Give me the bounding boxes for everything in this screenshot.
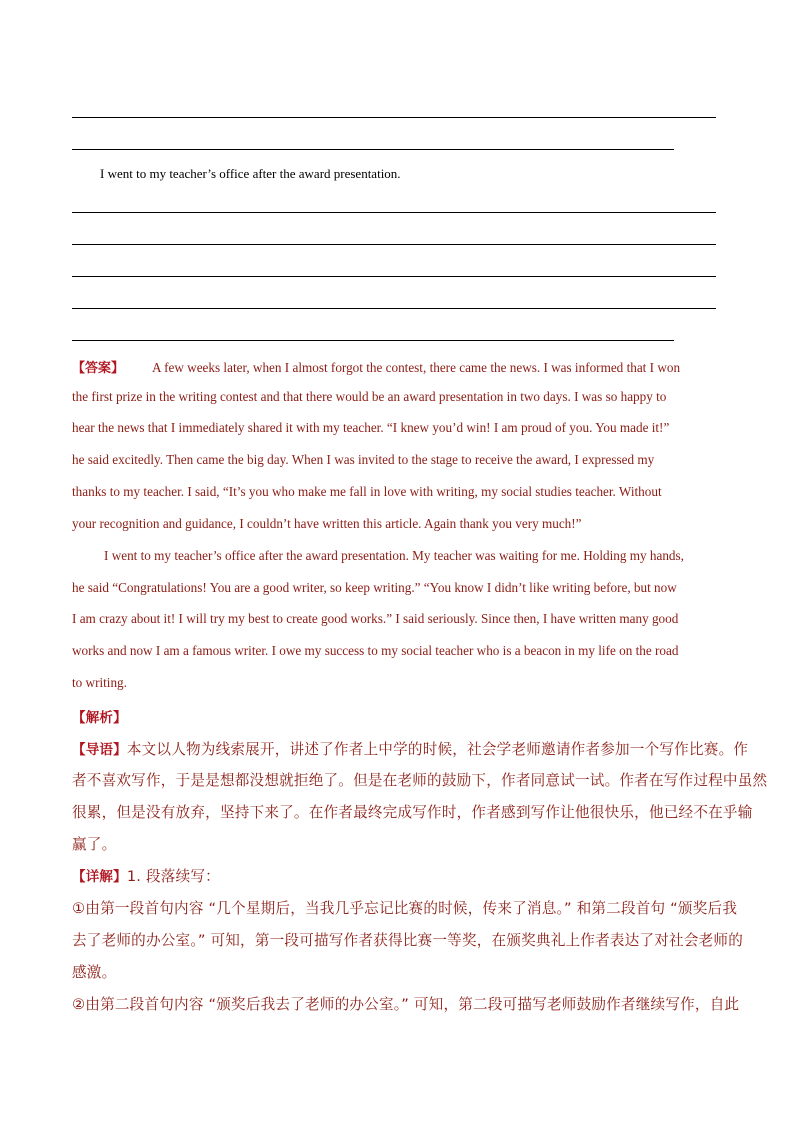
- detail-line: ②由第二段首句内容 “颁奖后我去了老师的办公室。” 可知，第二段可描写老师鼓励作者继续写作，自此: [72, 996, 740, 1013]
- detail-line: 感激。: [72, 964, 117, 981]
- answer-line: hear the news that I immediately shared it with my teacher. “I knew you’d win! I am proud of you. You made it!”: [72, 420, 670, 435]
- answer-line: [72, 357, 722, 376]
- guide-label: 【导语】: [72, 742, 127, 758]
- answer-line: thanks to my teacher. I said, “It’s you who make me fall in love with writing, my social studies teacher. Without: [72, 484, 662, 499]
- blank-writing-line: [72, 149, 674, 150]
- detail-line: ①由第一段首句内容 “几个星期后，当我几乎忘记比赛的时候，传来了消息。” 和第二段首句 “颁奖后我: [72, 900, 738, 917]
- detail-heading-text: 1. 段落续写：: [126, 868, 220, 885]
- detail-line: 去了老师的办公室。” 可知，第一段可描写作者获得比赛一等奖，在颁奖典礼上作者表达了对社会老师的: [72, 932, 744, 949]
- answer-text: A few weeks later, when I almost forgot the contest, there came the news. I was informed that I won: [152, 360, 681, 375]
- answer-line: your recognition and guidance, I couldn’t have written this article. Again thank you very much!”: [72, 516, 582, 531]
- detail-label: 【详解】: [72, 869, 127, 885]
- blank-writing-line: [72, 117, 716, 118]
- guide-line: 者不喜欢写作，于是是想都没想就拒绝了。但是在老师的鼓励下，作者同意试一试。作者在写作过程中虽然: [72, 772, 768, 789]
- guide-line: 很累，但是没有放弃，坚持下来了。在作者最终完成写作时，作者感到写作让他很快乐，他已经不在乎输: [72, 804, 753, 821]
- answer-label: 【答案】: [72, 361, 125, 376]
- guide-text: 本文以人物为线索展开，讲述了作者上中学的时候，社会学老师邀请作者参加一个写作比赛。作: [126, 741, 749, 758]
- answer-line: he said excitedly. Then came the big day. When I was invited to the stage to receive the award, I expressed my: [72, 452, 655, 467]
- answer-line: works and now I am a famous writer. I owe my success to my social teacher who is a beacon in my life on the road: [72, 643, 679, 658]
- answer-line: the first prize in the writing contest and that there would be an award presentation in two days. I was so happy to: [72, 389, 667, 404]
- blank-writing-line: [72, 212, 716, 213]
- answer-line: I am crazy about it! I will try my best to create good works.” I said seriously. Since then, I have written many good: [72, 611, 679, 626]
- guide-line: [72, 738, 749, 759]
- guide-line: 赢了。: [72, 836, 117, 853]
- analysis-heading: [72, 706, 722, 726]
- answer-line: he said “Congratulations! You are a good writer, so keep writing.” “You know I didn’t like writing before, but now: [72, 580, 677, 595]
- blank-writing-line: [72, 308, 716, 309]
- blank-writing-line: [72, 244, 716, 245]
- paragraph-prompt-sentence: I went to my teacher’s office after the award presentation.: [100, 166, 401, 181]
- blank-writing-line: [72, 340, 674, 341]
- answer-line: to writing.: [72, 675, 127, 690]
- analysis-label: 【解析】: [72, 710, 127, 726]
- detail-heading: [72, 865, 722, 886]
- answer-line: I went to my teacher’s office after the award presentation. My teacher was waiting for me. Holding my hands,: [104, 548, 684, 563]
- blank-writing-line: [72, 276, 716, 277]
